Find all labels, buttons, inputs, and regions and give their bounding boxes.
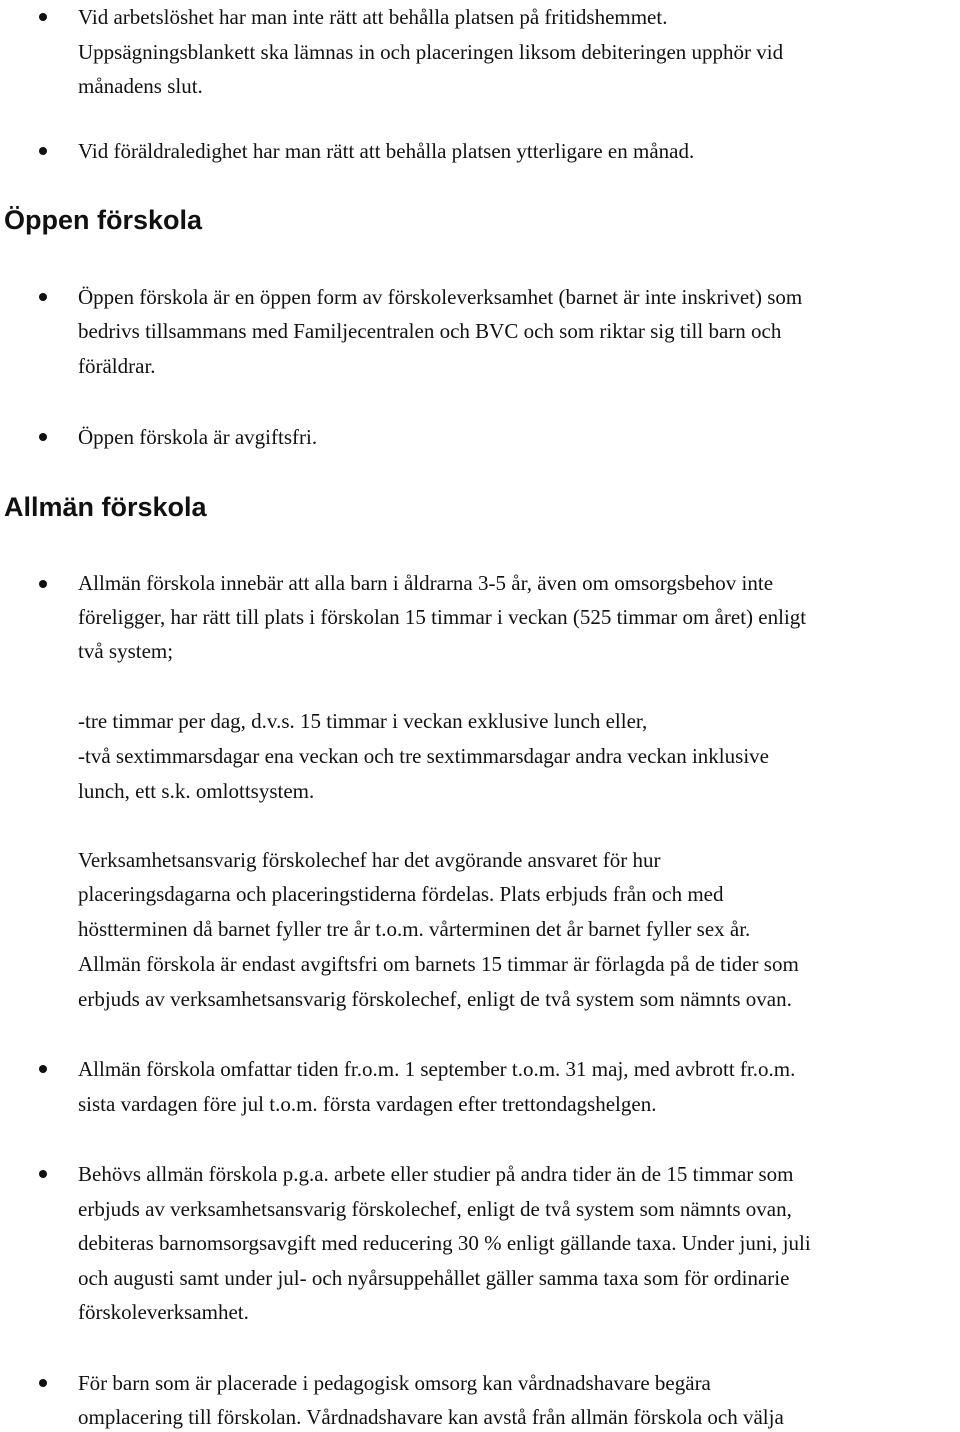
- list-item-line: bedrivs tillsammans med Familjecentralen och BVC och som riktar sig till barn och: [78, 319, 782, 343]
- list-item-line: Allmän förskola omfattar tiden fr.o.m. 1 september t.o.m. 31 maj, med avbrott fr.o.m.: [78, 1057, 796, 1081]
- list-item-line: föräldrar.: [78, 354, 156, 378]
- paragraph-line: erbjuds av verksamhetsansvarig förskolechef, enligt de två system som nämnts ovan.: [78, 987, 792, 1011]
- system-line: -två sextimmarsdagar ena veckan och tre sextimmarsdagar andra veckan inklusive: [78, 744, 769, 768]
- list-item-line: debiteras barnomsorgsavgift med reducering 30 % enligt gällande taxa. Under juni, juli: [78, 1231, 811, 1255]
- list-item-line: Behövs allmän förskola p.g.a. arbete eller studier på andra tider än de 15 timmar som: [78, 1162, 794, 1186]
- bullet-icon: [39, 433, 47, 441]
- list-item-line: omplacering till förskolan. Vårdnadshavare kan avstå från allmän förskola och välja: [78, 1405, 784, 1429]
- system-line: -tre timmar per dag, d.v.s. 15 timmar i veckan exklusive lunch eller,: [78, 709, 648, 733]
- list-item-line: Öppen förskola är en öppen form av förskoleverksamhet (barnet är inte inskrivet) som: [78, 285, 803, 309]
- bullet-icon: [39, 293, 47, 301]
- list-item-line: Vid föräldraledighet har man rätt att behålla platsen ytterligare en månad.: [78, 139, 695, 163]
- section-heading-allman-forskola: Allmän förskola: [4, 492, 207, 522]
- paragraph-line: höstterminen då barnet fyller tre år t.o.m. vårterminen det år barnet fyller sex år.: [78, 917, 751, 941]
- bullet-icon: [39, 147, 47, 155]
- list-item-line: två system;: [78, 639, 174, 663]
- list-item-line: föreligger, har rätt till plats i förskolan 15 timmar i veckan (525 timmar om året) enligt: [78, 605, 807, 629]
- system-line: lunch, ett s.k. omlottsystem.: [78, 779, 315, 803]
- list-item-line: månadens slut.: [78, 74, 203, 98]
- list-item-line: Allmän förskola innebär att alla barn i åldrarna 3-5 år, även om omsorgsbehov inte: [78, 571, 774, 595]
- list-item-line: förskoleverksamhet.: [78, 1300, 249, 1324]
- paragraph-line: Allmän förskola är endast avgiftsfri om barnets 15 timmar är förlagda på de tider som: [78, 952, 799, 976]
- bullet-icon: [39, 13, 47, 21]
- list-item-line: och augusti samt under jul- och nyårsuppehållet gäller samma taxa som för ordinarie: [78, 1266, 790, 1290]
- list-item-line: sista vardagen före jul t.o.m. första vardagen efter trettondagshelgen.: [78, 1092, 657, 1116]
- section-heading-oppen-forskola: Öppen förskola: [4, 205, 203, 235]
- list-item-line: Vid arbetslöshet har man inte rätt att behålla platsen på fritidshemmet.: [78, 5, 668, 29]
- list-item-line: För barn som är placerade i pedagogisk omsorg kan vårdnadshavare begära: [78, 1371, 711, 1395]
- paragraph-line: Verksamhetsansvarig förskolechef har det avgörande ansvaret för hur: [78, 848, 661, 872]
- bullet-icon: [39, 1379, 47, 1387]
- paragraph-line: placeringsdagarna och placeringstiderna fördelas. Plats erbjuds från och med: [78, 882, 724, 906]
- list-item-line: Öppen förskola är avgiftsfri.: [78, 425, 318, 449]
- list-item-line: erbjuds av verksamhetsansvarig förskolechef, enligt de två system som nämnts ovan,: [78, 1197, 792, 1221]
- list-item-line: Uppsägningsblankett ska lämnas in och placeringen liksom debiteringen upphör vid: [78, 40, 784, 64]
- bullet-icon: [39, 1065, 47, 1073]
- bullet-icon: [39, 580, 47, 588]
- bullet-icon: [39, 1170, 47, 1178]
